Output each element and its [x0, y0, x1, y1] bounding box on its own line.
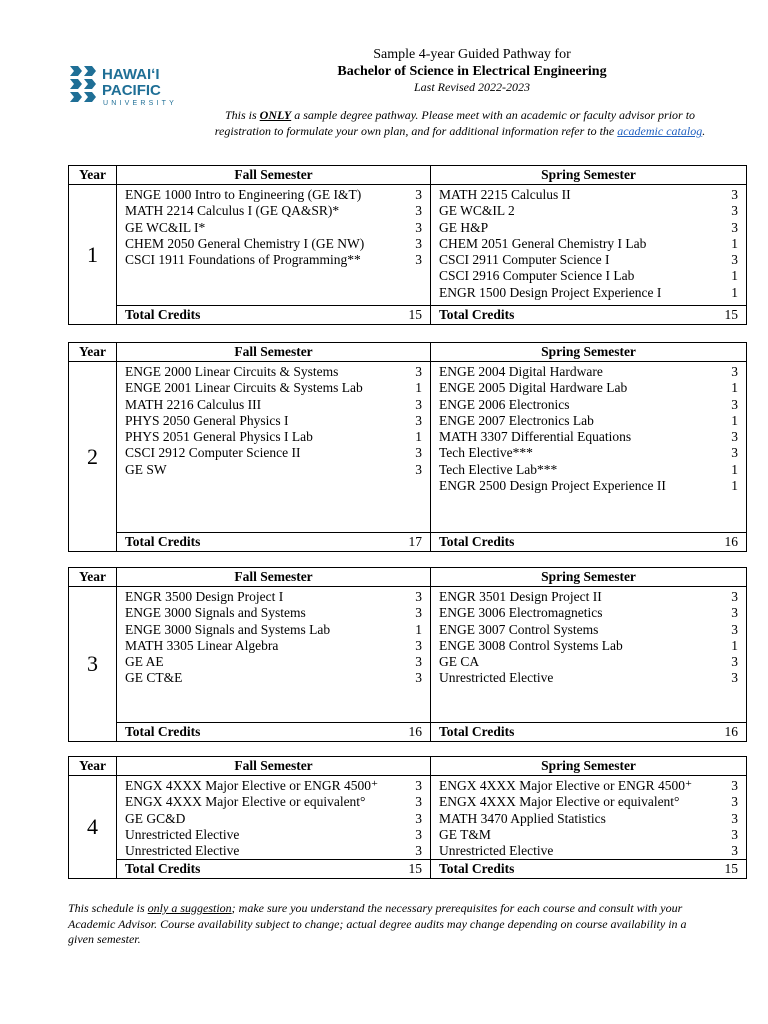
course-name: Unrestricted Elective [125, 843, 240, 859]
course-credits: 1 [731, 412, 738, 428]
spring-semester-header: Spring Semester [431, 166, 747, 185]
fall-total-credits: 15 [408, 307, 422, 322]
course-row [439, 670, 738, 686]
course-name: CSCI 1911 Foundations of Programming** [125, 252, 361, 268]
pathway-title: Sample 4-year Guided Pathway for [373, 47, 571, 62]
spring-total-row [431, 860, 747, 879]
course-row [125, 778, 422, 794]
course-name: ENGE 3000 Signals and Systems [125, 605, 306, 621]
course-row [439, 220, 738, 236]
course-row [125, 605, 422, 621]
course-row [439, 843, 738, 859]
spring-total-row [431, 306, 747, 325]
spring-courses [431, 587, 747, 723]
year-number: 2 [69, 362, 117, 552]
total-credits-label: Total Credits [125, 724, 201, 739]
spring-semester-header: Spring Semester [431, 343, 747, 362]
course-row [439, 605, 738, 621]
spring-total-row [431, 533, 747, 552]
course-name: Tech Elective*** [439, 445, 533, 461]
year-table [68, 756, 747, 879]
course-row [439, 252, 738, 268]
course-credits: 1 [731, 637, 738, 653]
course-name: MATH 3470 Applied Statistics [439, 810, 606, 826]
course-row [439, 827, 738, 843]
course-row [439, 429, 738, 445]
course-credits: 3 [415, 778, 422, 793]
spring-courses [431, 362, 747, 533]
course-name: GE H&P [439, 219, 489, 235]
course-row [439, 236, 738, 252]
course-credits: 1 [731, 235, 738, 251]
year-header: Year [69, 568, 117, 587]
course-row [125, 445, 422, 461]
course-credits: 1 [731, 268, 738, 284]
total-credits-label: Total Credits [125, 534, 201, 549]
intro-note: This is ONLY a sample degree pathway. Please meet with an academic or faculty advisor prior to registration to formulate your own plan, and for additional information refer to the academic catalog. [214, 108, 706, 138]
fall-courses [117, 185, 431, 306]
course-name: MATH 2214 Calculus I (GE QA&SR)* [125, 203, 340, 219]
course-credits: 1 [731, 380, 738, 396]
course-credits: 3 [415, 589, 422, 604]
course-name: CSCI 2912 Computer Science II [125, 445, 301, 461]
course-credits: 3 [415, 252, 422, 268]
course-name: ENGR 3501 Design Project II [439, 589, 602, 604]
total-credits-label: Total Credits [439, 861, 515, 877]
course-credits: 3 [415, 810, 422, 826]
course-credits: 3 [731, 654, 738, 670]
course-row [439, 364, 738, 380]
academic-catalog-link[interactable]: academic catalog [617, 124, 703, 138]
course-credits: 3 [415, 461, 422, 477]
course-row [125, 827, 422, 843]
course-name: ENGE 2005 Digital Hardware Lab [439, 380, 628, 396]
course-credits: 3 [415, 637, 422, 653]
course-credits: 3 [731, 621, 738, 637]
total-credits-label: Total Credits [125, 307, 201, 322]
course-name: ENGR 2500 Design Project Experience II [439, 478, 666, 494]
course-row [125, 589, 422, 605]
course-row [439, 654, 738, 670]
year-number: 4 [69, 776, 117, 879]
course-name: ENGE 1000 Intro to Engineering (GE I&T) [125, 187, 362, 202]
logo-line2: PACIFIC [102, 82, 161, 99]
course-name: ENGE 2007 Electronics Lab [439, 412, 594, 428]
course-credits: 3 [415, 826, 422, 842]
year-header: Year [69, 343, 117, 362]
fall-courses [117, 776, 431, 860]
course-credits: 3 [731, 589, 738, 604]
spring-courses [431, 776, 747, 860]
course-row [439, 778, 738, 794]
year-table [68, 165, 747, 325]
course-name: ENGE 3006 Electromagnetics [439, 605, 603, 621]
course-credits: 3 [415, 235, 422, 251]
course-credits: 3 [415, 445, 422, 461]
course-credits: 1 [415, 429, 422, 445]
course-row [439, 397, 738, 413]
course-row [125, 203, 422, 219]
fall-semester-header: Fall Semester [117, 757, 431, 776]
course-credits: 1 [415, 621, 422, 637]
course-name: ENGE 3000 Signals and Systems Lab [125, 621, 331, 637]
course-name: GE WC&IL 2 [439, 203, 515, 219]
course-row [125, 236, 422, 252]
spring-total-credits: 16 [724, 534, 738, 549]
suggestion-emphasis: only a suggestion [147, 901, 232, 915]
course-credits: 3 [731, 396, 738, 412]
course-credits: 3 [415, 203, 422, 219]
course-row [125, 413, 422, 429]
course-credits: 3 [731, 810, 738, 826]
course-credits: 3 [731, 219, 738, 235]
logo-mark-icon [70, 66, 96, 102]
course-row [439, 622, 738, 638]
course-name: CSCI 2911 Computer Science I [439, 252, 610, 268]
spring-total-credits: 16 [724, 724, 738, 739]
course-credits: 3 [415, 670, 422, 686]
course-name: GE SW [125, 461, 167, 477]
logo-line1: HAWAIʻI [102, 66, 160, 83]
course-row [125, 429, 422, 445]
course-credits: 3 [731, 429, 738, 445]
only-emphasis: ONLY [259, 108, 292, 122]
course-row [439, 445, 738, 461]
course-credits: 3 [415, 605, 422, 621]
year-number: 1 [69, 185, 117, 325]
course-credits: 3 [415, 412, 422, 428]
year-header: Year [69, 166, 117, 185]
fall-total-row [117, 306, 431, 325]
course-name: ENGE 3007 Control Systems [439, 621, 599, 637]
course-row [125, 794, 422, 810]
course-name: ENGE 2001 Linear Circuits & Systems Lab [125, 380, 363, 396]
course-credits: 3 [731, 252, 738, 268]
course-name: GE T&M [439, 826, 491, 842]
course-name: Unrestricted Elective [439, 670, 554, 686]
course-name: PHYS 2050 General Physics I [125, 412, 289, 428]
course-name: GE WC&IL I* [125, 219, 206, 235]
course-credits: 3 [415, 654, 422, 670]
course-credits: 3 [731, 187, 738, 202]
course-name: ENGX 4XXX Major Elective or ENGR 4500⁺ [125, 778, 379, 793]
course-row [125, 654, 422, 670]
year-header: Year [69, 757, 117, 776]
course-name: GE CT&E [125, 670, 183, 686]
course-credits: 3 [415, 396, 422, 412]
course-name: Unrestricted Elective [439, 843, 554, 859]
course-name: ENGE 2006 Electronics [439, 396, 570, 412]
fall-total-credits: 15 [408, 861, 422, 877]
course-credits: 3 [731, 843, 738, 859]
course-name: CSCI 2916 Computer Science I Lab [439, 268, 635, 284]
course-row [439, 187, 738, 203]
total-credits-label: Total Credits [125, 861, 201, 877]
course-credits: 1 [415, 380, 422, 396]
footer-disclaimer: This schedule is only a suggestion; make sure you understand the necessary prerequisites for each course and consult with your Academic Advisor. Course availability subject to change; actual degree audits may change depending on course availability in a given semester. [68, 901, 687, 946]
course-name: MATH 3305 Linear Algebra [125, 637, 279, 653]
university-logo [68, 64, 192, 108]
course-name: GE GC&D [125, 810, 186, 826]
course-name: ENGR 3500 Design Project I [125, 589, 284, 604]
course-name: Unrestricted Elective [125, 826, 240, 842]
course-row [439, 589, 738, 605]
course-credits: 3 [415, 219, 422, 235]
course-name: CHEM 2051 General Chemistry I Lab [439, 235, 647, 251]
course-name: ENGX 4XXX Major Elective or equivalent° [125, 794, 366, 810]
degree-title: Bachelor of Science in Electrical Engineering [337, 64, 607, 79]
spring-semester-header: Spring Semester [431, 568, 747, 587]
fall-total-row [117, 723, 431, 742]
course-row [125, 843, 422, 859]
course-name: ENGE 3008 Control Systems Lab [439, 637, 623, 653]
course-credits: 3 [731, 445, 738, 461]
course-name: CHEM 2050 General Chemistry I (GE NW) [125, 235, 365, 251]
fall-semester-header: Fall Semester [117, 166, 431, 185]
course-name: ENGX 4XXX Major Elective or ENGR 4500⁺ [439, 778, 693, 793]
spring-total-credits: 15 [724, 861, 738, 877]
course-row [439, 268, 738, 284]
course-credits: 3 [415, 364, 422, 379]
course-credits: 3 [731, 670, 738, 686]
spring-semester-header: Spring Semester [431, 757, 747, 776]
fall-total-credits: 17 [408, 534, 422, 549]
total-credits-label: Total Credits [439, 724, 515, 739]
course-row [125, 220, 422, 236]
course-name: Tech Elective Lab*** [439, 461, 558, 477]
logo-line3: UNIVERSITY [103, 100, 178, 107]
course-row [439, 811, 738, 827]
course-credits: 1 [731, 284, 738, 300]
course-row [125, 462, 422, 478]
course-credits: 3 [731, 203, 738, 219]
course-row [125, 811, 422, 827]
course-name: MATH 2216 Calculus III [125, 396, 262, 412]
course-row [125, 252, 422, 268]
fall-courses [117, 362, 431, 533]
total-credits-label: Total Credits [439, 307, 515, 322]
course-row [439, 794, 738, 810]
course-credits: 3 [731, 778, 738, 793]
fall-total-row [117, 860, 431, 879]
spring-total-credits: 15 [724, 307, 738, 322]
course-name: ENGR 1500 Design Project Experience I [439, 284, 662, 300]
total-credits-label: Total Credits [439, 534, 515, 549]
course-name: MATH 3307 Differential Equations [439, 429, 632, 445]
revision-date: Last Revised 2022-2023 [414, 80, 530, 94]
course-row [439, 203, 738, 219]
course-row [125, 638, 422, 654]
course-row [439, 462, 738, 478]
course-row [125, 397, 422, 413]
course-row [439, 380, 738, 396]
course-name: MATH 2215 Calculus II [439, 187, 571, 202]
course-credits: 1 [731, 461, 738, 477]
course-credits: 1 [731, 478, 738, 494]
year-table [68, 567, 747, 742]
course-name: ENGE 2000 Linear Circuits & Systems [125, 364, 339, 379]
course-name: GE CA [439, 654, 480, 670]
course-row [125, 670, 422, 686]
course-row [125, 380, 422, 396]
course-credits: 3 [731, 364, 738, 379]
course-row [125, 187, 422, 203]
fall-semester-header: Fall Semester [117, 343, 431, 362]
document-header [220, 46, 724, 95]
course-credits: 3 [415, 187, 422, 202]
course-credits: 3 [415, 794, 422, 810]
course-row [125, 364, 422, 380]
course-name: GE AE [125, 654, 164, 670]
year-number: 3 [69, 587, 117, 742]
course-name: ENGX 4XXX Major Elective or equivalent° [439, 794, 680, 810]
spring-courses [431, 185, 747, 306]
course-row [125, 622, 422, 638]
course-credits: 3 [731, 605, 738, 621]
spring-total-row [431, 723, 747, 742]
fall-total-row [117, 533, 431, 552]
course-credits: 3 [415, 843, 422, 859]
course-row [439, 285, 738, 301]
course-name: PHYS 2051 General Physics I Lab [125, 429, 313, 445]
course-row [439, 638, 738, 654]
course-row [439, 413, 738, 429]
course-row [439, 478, 738, 494]
fall-courses [117, 587, 431, 723]
fall-semester-header: Fall Semester [117, 568, 431, 587]
course-name: ENGE 2004 Digital Hardware [439, 364, 603, 379]
year-table [68, 342, 747, 552]
course-credits: 3 [731, 794, 738, 810]
course-credits: 3 [731, 826, 738, 842]
fall-total-credits: 16 [408, 724, 422, 739]
